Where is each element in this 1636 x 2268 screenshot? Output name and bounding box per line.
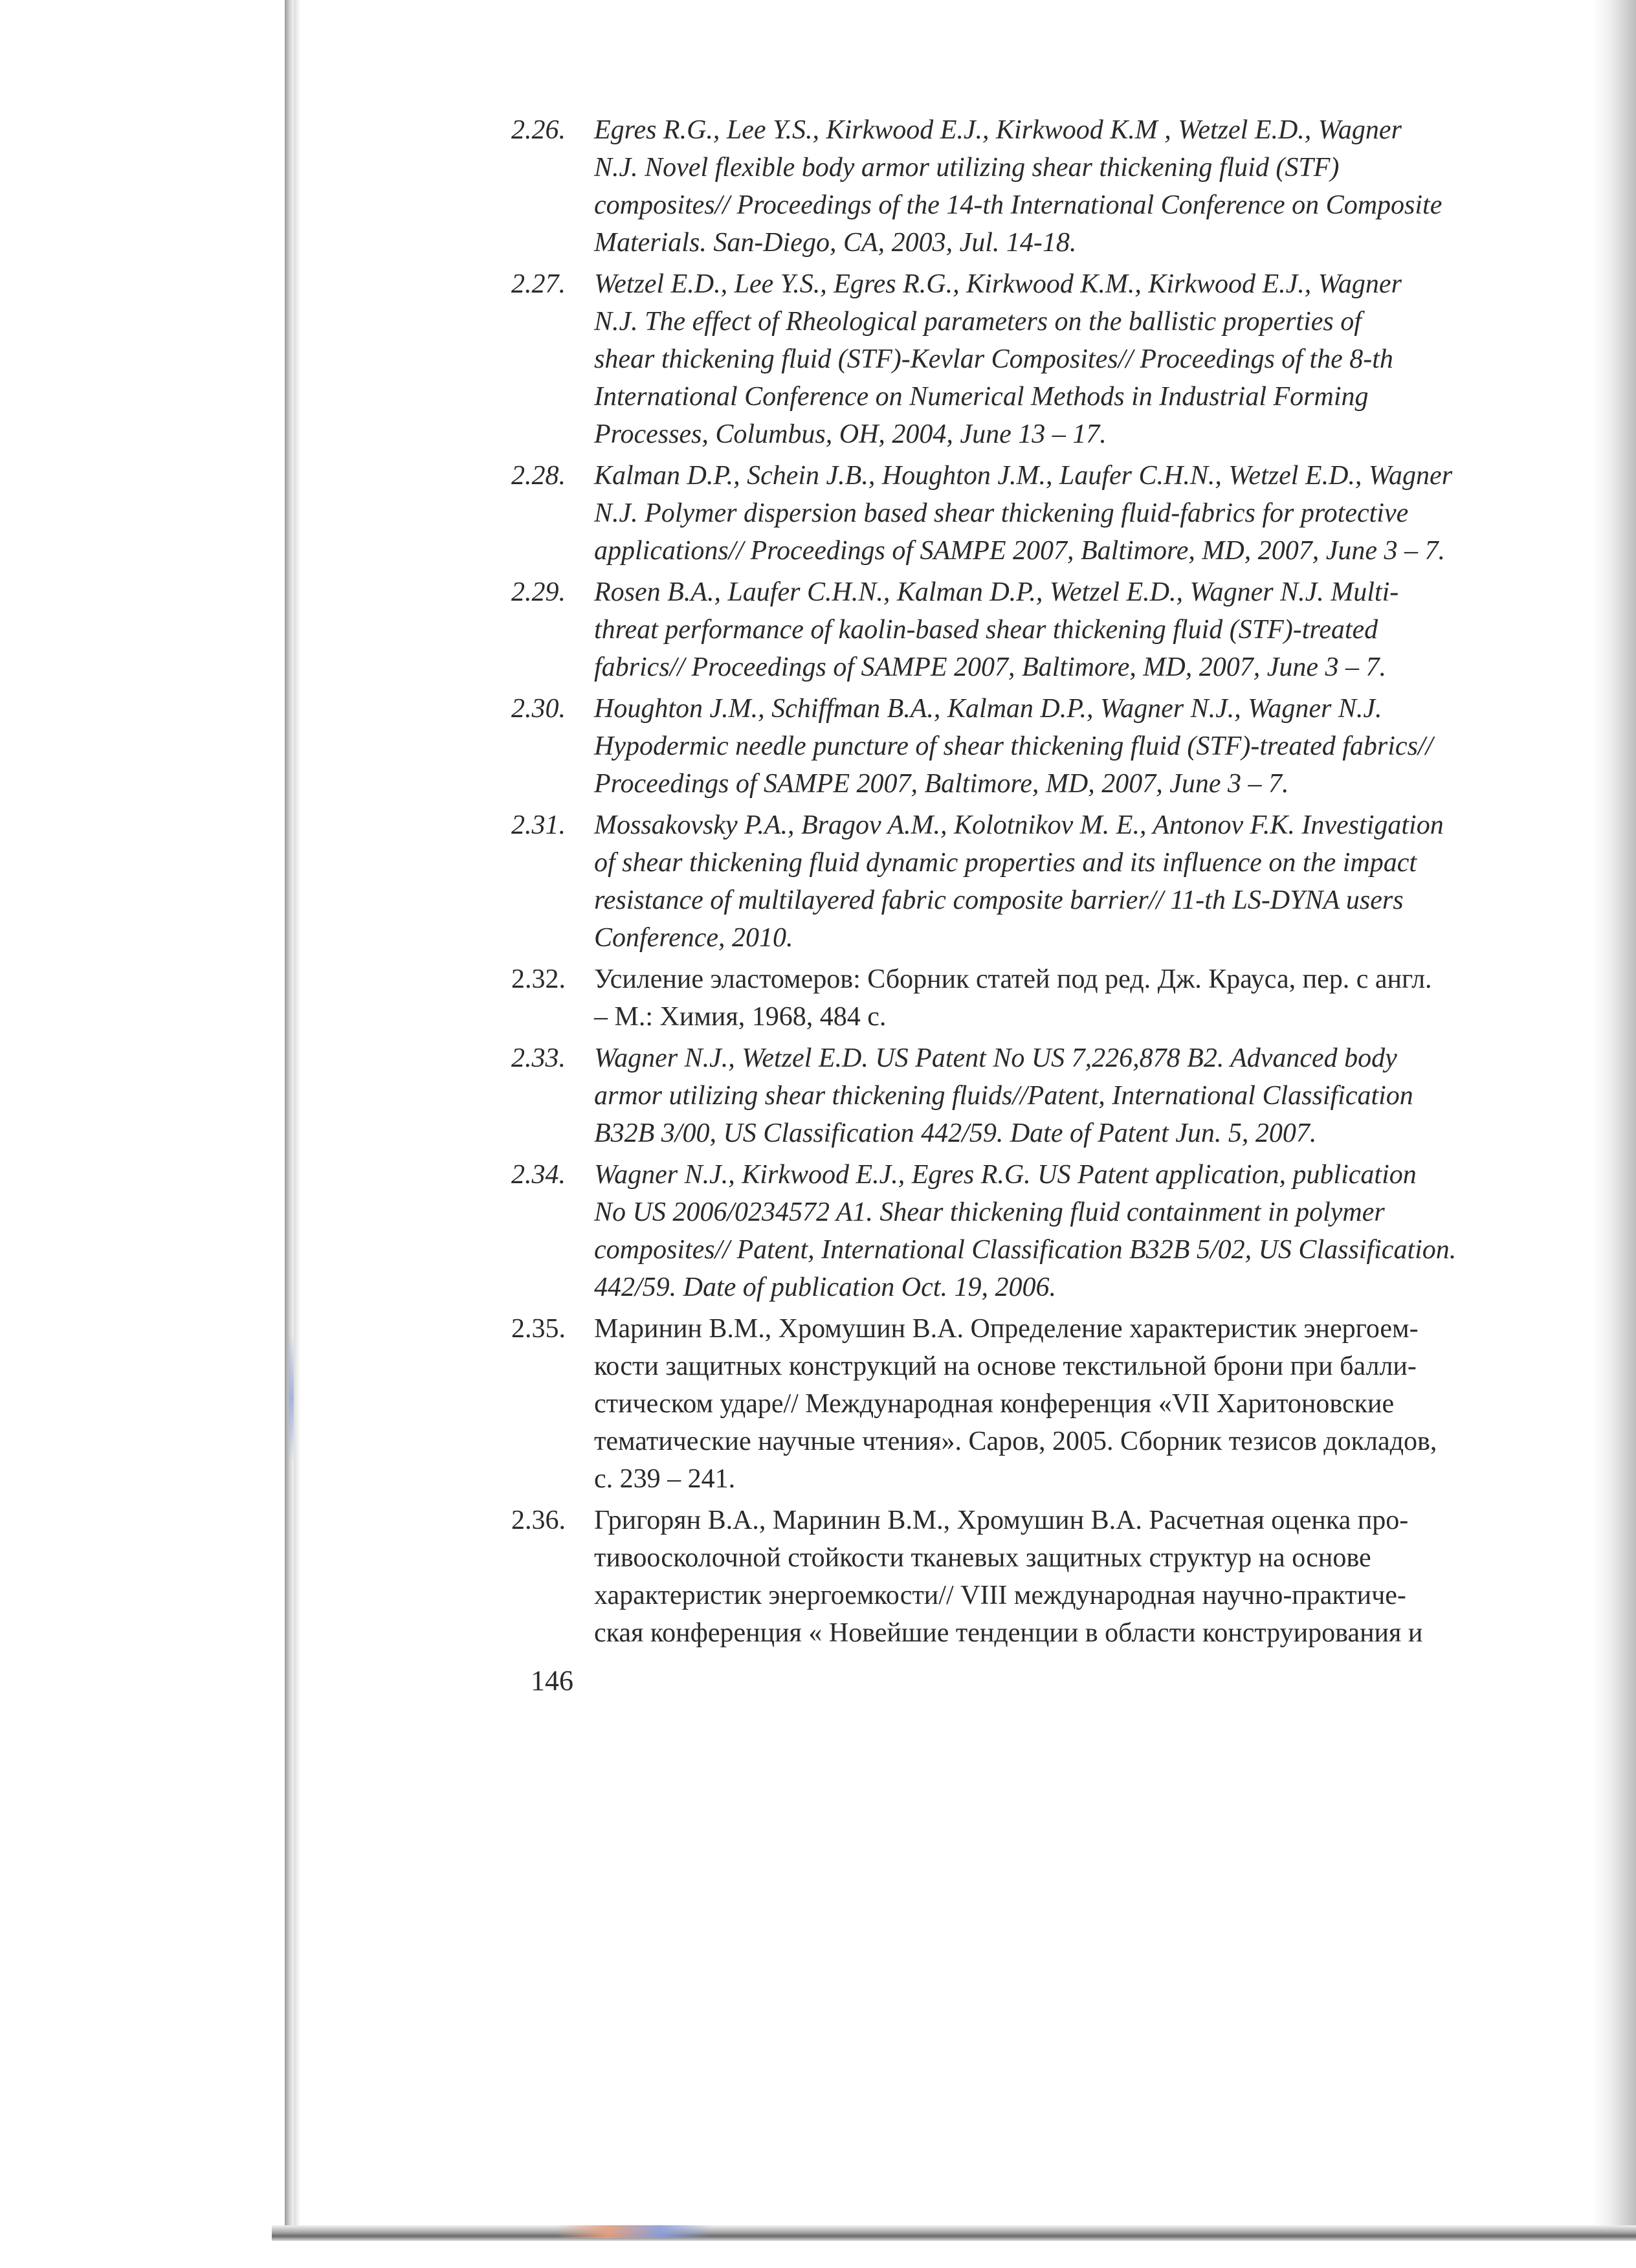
scan-right-page-edge [1592, 0, 1636, 2240]
reference-text-line: – М.: Химия, 1968, 484 с. [594, 1002, 887, 1032]
reference-text-line: 442/59. Date of publication Oct. 19, 2006. [594, 1273, 1056, 1302]
scan-bottom-page-edge [272, 2225, 1636, 2241]
reference-number: 2.30. [511, 694, 566, 724]
reference-text-line: Kalman D.P., Schein J.B., Houghton J.M., Laufer C.H.N., Wetzel E.D., Wagner [594, 461, 1453, 491]
reference-text-line: кости защитных конструкций на основе текстильной брони при балли- [594, 1351, 1417, 1381]
reference-text-line: applications// Proceedings of SAMPE 2007, Baltimore, MD, 2007, June 3 – 7. [594, 536, 1446, 566]
reference-text-line: composites// Proceedings of the 14-th International Conference on Composite [594, 190, 1443, 220]
reference-text-line: Mossakovsky P.A., Bragov A.M., Kolotnikov M. E., Antonov F.K. Investigation [594, 810, 1444, 840]
reference-text-line: Materials. San-Diego, CA, 2003, Jul. 14-18. [594, 228, 1077, 258]
reference-text-line: тематические научные чтения». Саров, 2005. Сборник тезисов докладов, [594, 1427, 1437, 1456]
reference-text-line: N.J. Polymer dispersion based shear thickening fluid-fabrics for protective [594, 498, 1409, 528]
reference-text-line: Proceedings of SAMPE 2007, Baltimore, MD, 2007, June 3 – 7. [594, 769, 1289, 799]
reference-text-line: Hypodermic needle puncture of shear thickening fluid (STF)-treated fabrics// [594, 731, 1433, 761]
reference-text-line: N.J. The effect of Rheological parameters on the ballistic properties of [594, 307, 1362, 337]
reference-text-line: N.J. Novel flexible body armor utilizing shear thickening fluid (STF) [594, 153, 1340, 183]
reference-text-line: с. 239 – 241. [594, 1464, 736, 1494]
reference-text-line: стическом ударе// Международная конференция «VII Харитоновские [594, 1389, 1395, 1419]
reference-text-line: No US 2006/0234572 A1. Shear thickening fluid containment in polymer [594, 1197, 1385, 1227]
scan-color-artifact [289, 1333, 294, 1463]
reference-text-line: характеристик энергоемкости// VIII международная научно-практиче- [594, 1581, 1406, 1610]
reference-text-line: shear thickening fluid (STF)-Kevlar Composites// Proceedings of the 8-th [594, 344, 1393, 374]
reference-entry [511, 1040, 1521, 1152]
reference-text-line: Маринин В.М., Хромушин В.А. Определение характеристик энергоем- [594, 1314, 1419, 1344]
page-number: 146 [531, 1665, 573, 1696]
reference-text-line: Conference, 2010. [594, 923, 793, 953]
reference-text-line: Усиление эластомеров: Сборник статей под ред. Дж. Крауса, пер. с англ. [594, 964, 1432, 994]
reference-text-line: B32B 3/00, US Classification 442/59. Date of Patent Jun. 5, 2007. [594, 1118, 1317, 1148]
reference-entry [511, 111, 1521, 261]
reference-entry [511, 1502, 1521, 1652]
reference-text-line: International Conference on Numerical Methods in Industrial Forming [594, 382, 1369, 412]
reference-number: 2.36. [511, 1506, 566, 1535]
reference-entry [511, 806, 1521, 957]
reference-text-line: Григорян В.А., Маринин В.М., Хромушин В.А. Расчетная оценка про- [594, 1506, 1409, 1535]
reference-text-line: armor utilizing shear thickening fluids//Patent, International Classification [594, 1081, 1413, 1111]
reference-text-line: resistance of multilayered fabric composite barrier// 11-th LS-DYNA users [594, 885, 1404, 915]
reference-text-line: of shear thickening fluid dynamic properties and its influence on the impact [594, 848, 1417, 878]
reference-number: 2.26. [511, 115, 566, 145]
reference-text-line: Rosen B.A., Laufer C.H.N., Kalman D.P., Wetzel E.D., Wagner N.J. Multi- [594, 577, 1399, 607]
reference-number: 2.27. [511, 269, 566, 299]
reference-text-line: ская конференция « Новейшие тенденции в области конструирования и [594, 1618, 1423, 1648]
reference-entry [511, 1310, 1521, 1498]
blank-scan-area [0, 2241, 1636, 2268]
reference-list [511, 111, 1521, 1656]
reference-text-line: Houghton J.M., Schiffman B.A., Kalman D.P., Wagner N.J., Wagner N.J. [594, 694, 1382, 724]
reference-text-line: Egres R.G., Lee Y.S., Kirkwood E.J., Kirkwood K.M , Wetzel E.D., Wagner [594, 115, 1402, 145]
reference-entry [511, 1156, 1521, 1306]
reference-entry [511, 690, 1521, 803]
reference-number: 2.34. [511, 1160, 566, 1190]
reference-text-line: тивоосколочной стойкости тканевых защитных структур на основе [594, 1543, 1371, 1573]
scan-binding-shadow [285, 0, 294, 2227]
reference-text-line: Wetzel E.D., Lee Y.S., Egres R.G., Kirkwood K.M., Kirkwood E.J., Wagner [594, 269, 1402, 299]
reference-number: 2.28. [511, 461, 566, 491]
reference-text-line: composites// Patent, International Classification B32B 5/02, US Classification. [594, 1235, 1457, 1265]
reference-number: 2.31. [511, 810, 566, 840]
reference-text-line: Wagner N.J., Wetzel E.D. US Patent No US 7,226,878 B2. Advanced body [594, 1043, 1397, 1073]
reference-entry [511, 573, 1521, 686]
reference-number: 2.33. [511, 1043, 566, 1073]
reference-entry [511, 961, 1521, 1036]
reference-number: 2.29. [511, 577, 566, 607]
scan-bottom-color-artifact [557, 2225, 712, 2238]
reference-entry [511, 265, 1521, 453]
reference-text-line: threat performance of kaolin-based shear thickening fluid (STF)-treated [594, 615, 1378, 645]
reference-text-line: Wagner N.J., Kirkwood E.J., Egres R.G. US Patent application, publication [594, 1160, 1417, 1190]
reference-text-line: fabrics// Proceedings of SAMPE 2007, Baltimore, MD, 2007, June 3 – 7. [594, 652, 1387, 682]
reference-number: 2.32. [511, 964, 566, 994]
reference-entry [511, 457, 1521, 570]
reference-text-line: Processes, Columbus, OH, 2004, June 13 – 17. [594, 419, 1107, 449]
scan-binding-shadow-soft [294, 0, 300, 2227]
reference-number: 2.35. [511, 1314, 566, 1344]
